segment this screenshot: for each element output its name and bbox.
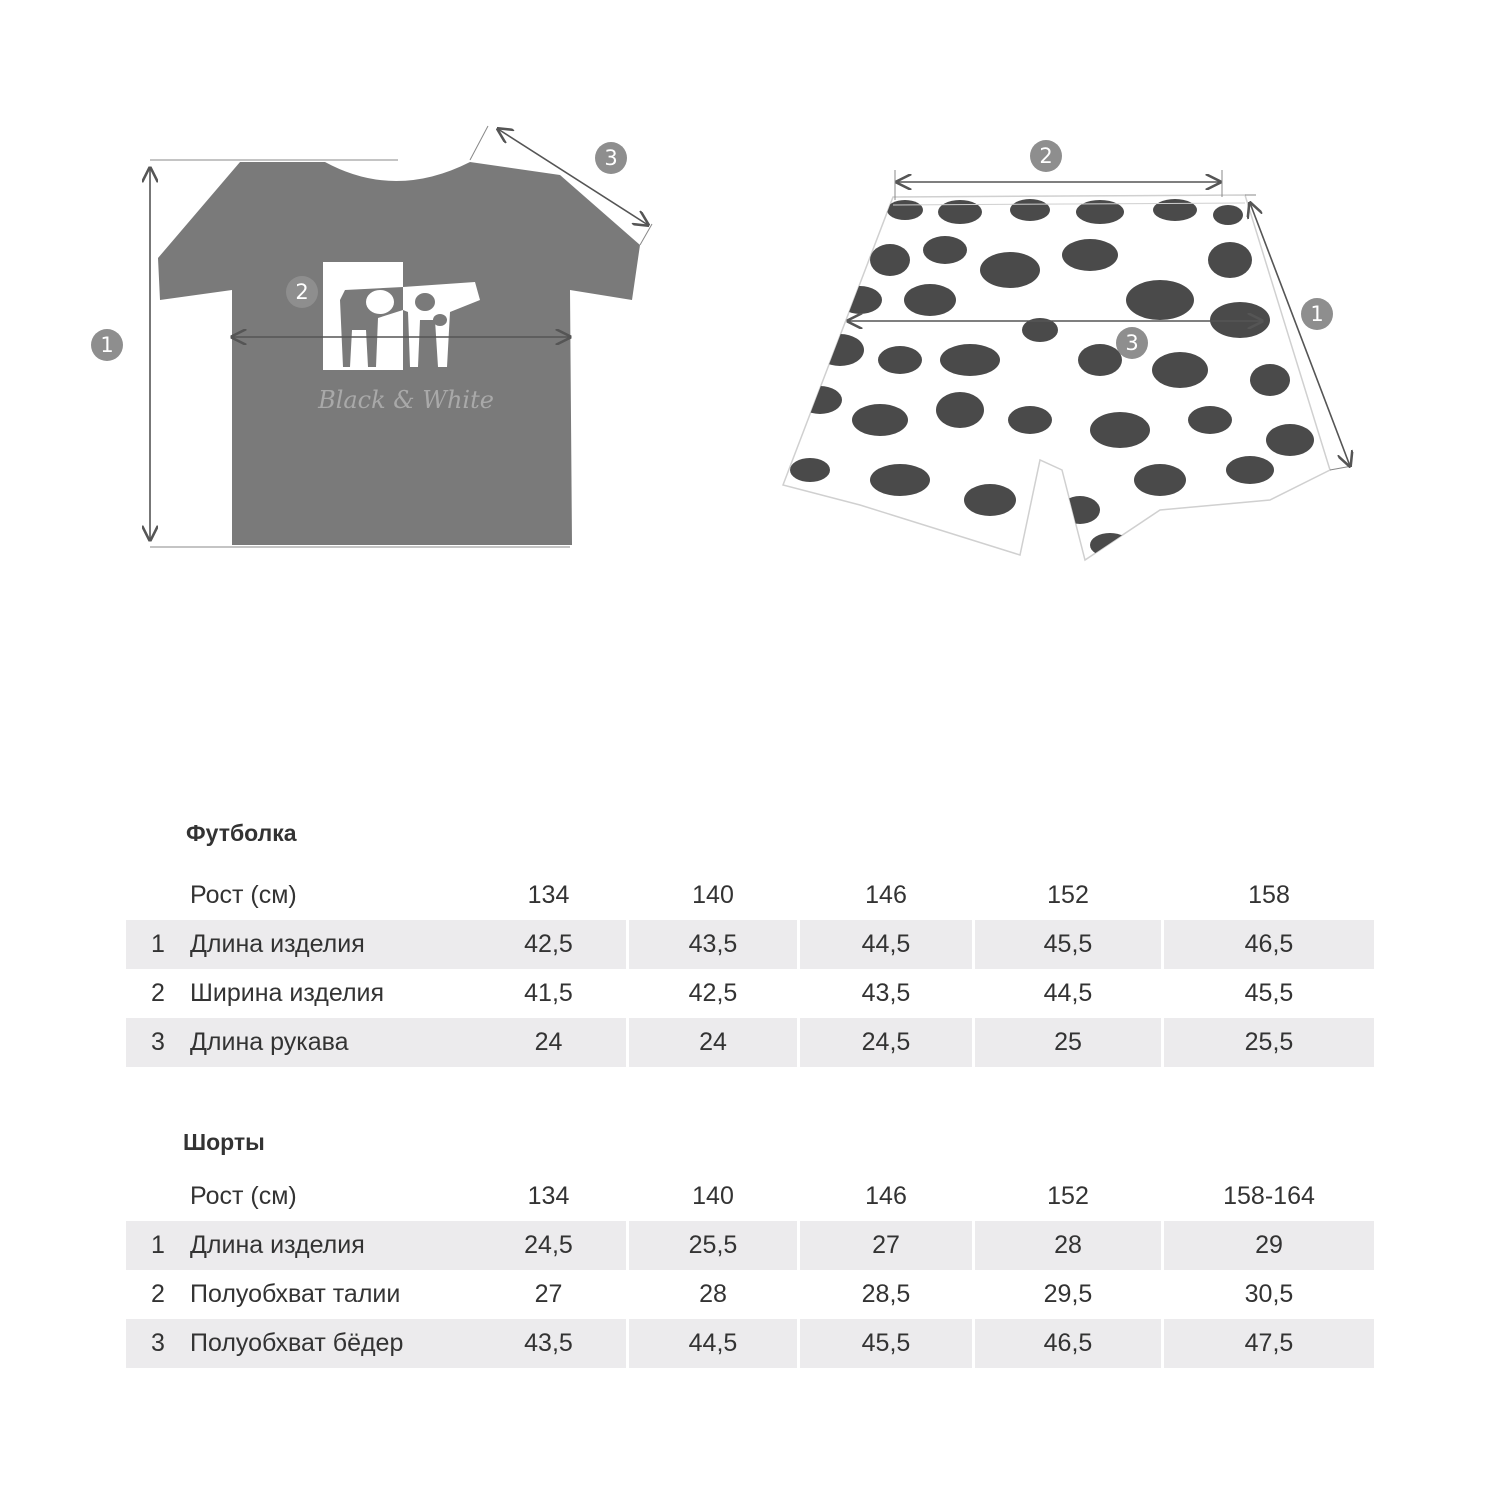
print-text: Black & White: [318, 386, 494, 414]
row-value: 28: [1054, 1231, 1082, 1259]
row-value: 46,5: [1043, 1329, 1093, 1357]
row-value: 28,5: [861, 1280, 911, 1308]
table-row: [126, 1319, 1374, 1368]
row-value: 44,5: [861, 930, 911, 958]
row-value: 24,5: [861, 1028, 911, 1056]
height-label: Рост (см): [190, 880, 297, 909]
row-label: Ширина изделия: [190, 979, 385, 1007]
shorts-length-badge: 1: [1301, 298, 1333, 330]
row-label: Длина рукава: [190, 1028, 349, 1056]
row-value: 42,5: [524, 930, 573, 958]
row-value: 29,5: [1043, 1280, 1093, 1308]
size-header: 140: [692, 880, 734, 909]
row-number: 1: [151, 930, 165, 958]
size-header: 158: [1248, 880, 1290, 909]
row-value: 27: [872, 1231, 900, 1259]
row-value: 47,5: [1244, 1329, 1294, 1357]
size-header: 140: [692, 1181, 734, 1210]
size-illustrations: [0, 0, 1500, 620]
row-value: 45,5: [1043, 930, 1093, 958]
row-value: 45,5: [1244, 979, 1294, 1007]
size-header: 134: [527, 880, 570, 909]
tshirt-width-badge: 2: [286, 276, 318, 308]
table-row: [126, 920, 1374, 969]
shorts-illustration: [783, 170, 1352, 560]
row-number: 2: [151, 979, 165, 1007]
tshirt-size-table: [126, 870, 1374, 1067]
row-value: 30,5: [1244, 1280, 1294, 1308]
row-value: 29: [1255, 1231, 1283, 1259]
row-value: 25,5: [688, 1231, 738, 1259]
tshirt-sleeve-badge: 3: [595, 142, 627, 174]
row-value: 24: [534, 1028, 563, 1056]
row-value: 44,5: [688, 1329, 738, 1357]
row-value: 28: [699, 1280, 727, 1308]
tshirt-illustration: [150, 126, 652, 547]
size-header: 158-164: [1223, 1181, 1315, 1210]
size-header: 152: [1047, 1181, 1089, 1210]
row-label: Длина изделия: [190, 930, 365, 958]
tshirt-table-title: Футболка: [186, 820, 297, 846]
row-value: 43,5: [861, 979, 911, 1007]
row-value: 25,5: [1244, 1028, 1294, 1056]
row-value: 24,5: [524, 1231, 573, 1259]
row-number: 3: [151, 1329, 165, 1357]
row-value: 42,5: [688, 979, 738, 1007]
row-label: Полуобхват бёдер: [190, 1329, 404, 1357]
table-row: [126, 1221, 1374, 1270]
row-value: 43,5: [688, 930, 738, 958]
row-number: 3: [151, 1028, 165, 1056]
row-value: 45,5: [861, 1329, 911, 1357]
shorts-size-table: [126, 1171, 1374, 1368]
size-header: 134: [527, 1181, 570, 1210]
row-value: 27: [534, 1280, 563, 1308]
row-label: Полуобхват талии: [190, 1280, 401, 1308]
row-value: 43,5: [524, 1329, 573, 1357]
row-value: 41,5: [524, 979, 573, 1007]
size-header: 146: [865, 1181, 907, 1210]
row-value: 25: [1054, 1028, 1082, 1056]
size-header: 146: [865, 880, 907, 909]
row-value: 24: [699, 1028, 727, 1056]
row-label: Длина изделия: [190, 1231, 365, 1259]
row-number: 1: [151, 1231, 165, 1259]
row-value: 44,5: [1043, 979, 1093, 1007]
table-row: [126, 1270, 1374, 1319]
row-number: 2: [151, 1280, 165, 1308]
shorts-table-title: Шорты: [183, 1129, 265, 1155]
row-value: 46,5: [1244, 930, 1294, 958]
size-header: 152: [1047, 880, 1089, 909]
height-label: Рост (см): [190, 1181, 297, 1210]
table-header-row: [126, 1171, 1374, 1221]
shorts-waist-badge: 2: [1030, 140, 1062, 172]
tshirt-length-badge: 1: [91, 329, 123, 361]
table-row: [126, 969, 1374, 1018]
table-header-row: [126, 870, 1374, 920]
table-row: [126, 1018, 1374, 1067]
shorts-hips-badge: 3: [1116, 327, 1148, 359]
